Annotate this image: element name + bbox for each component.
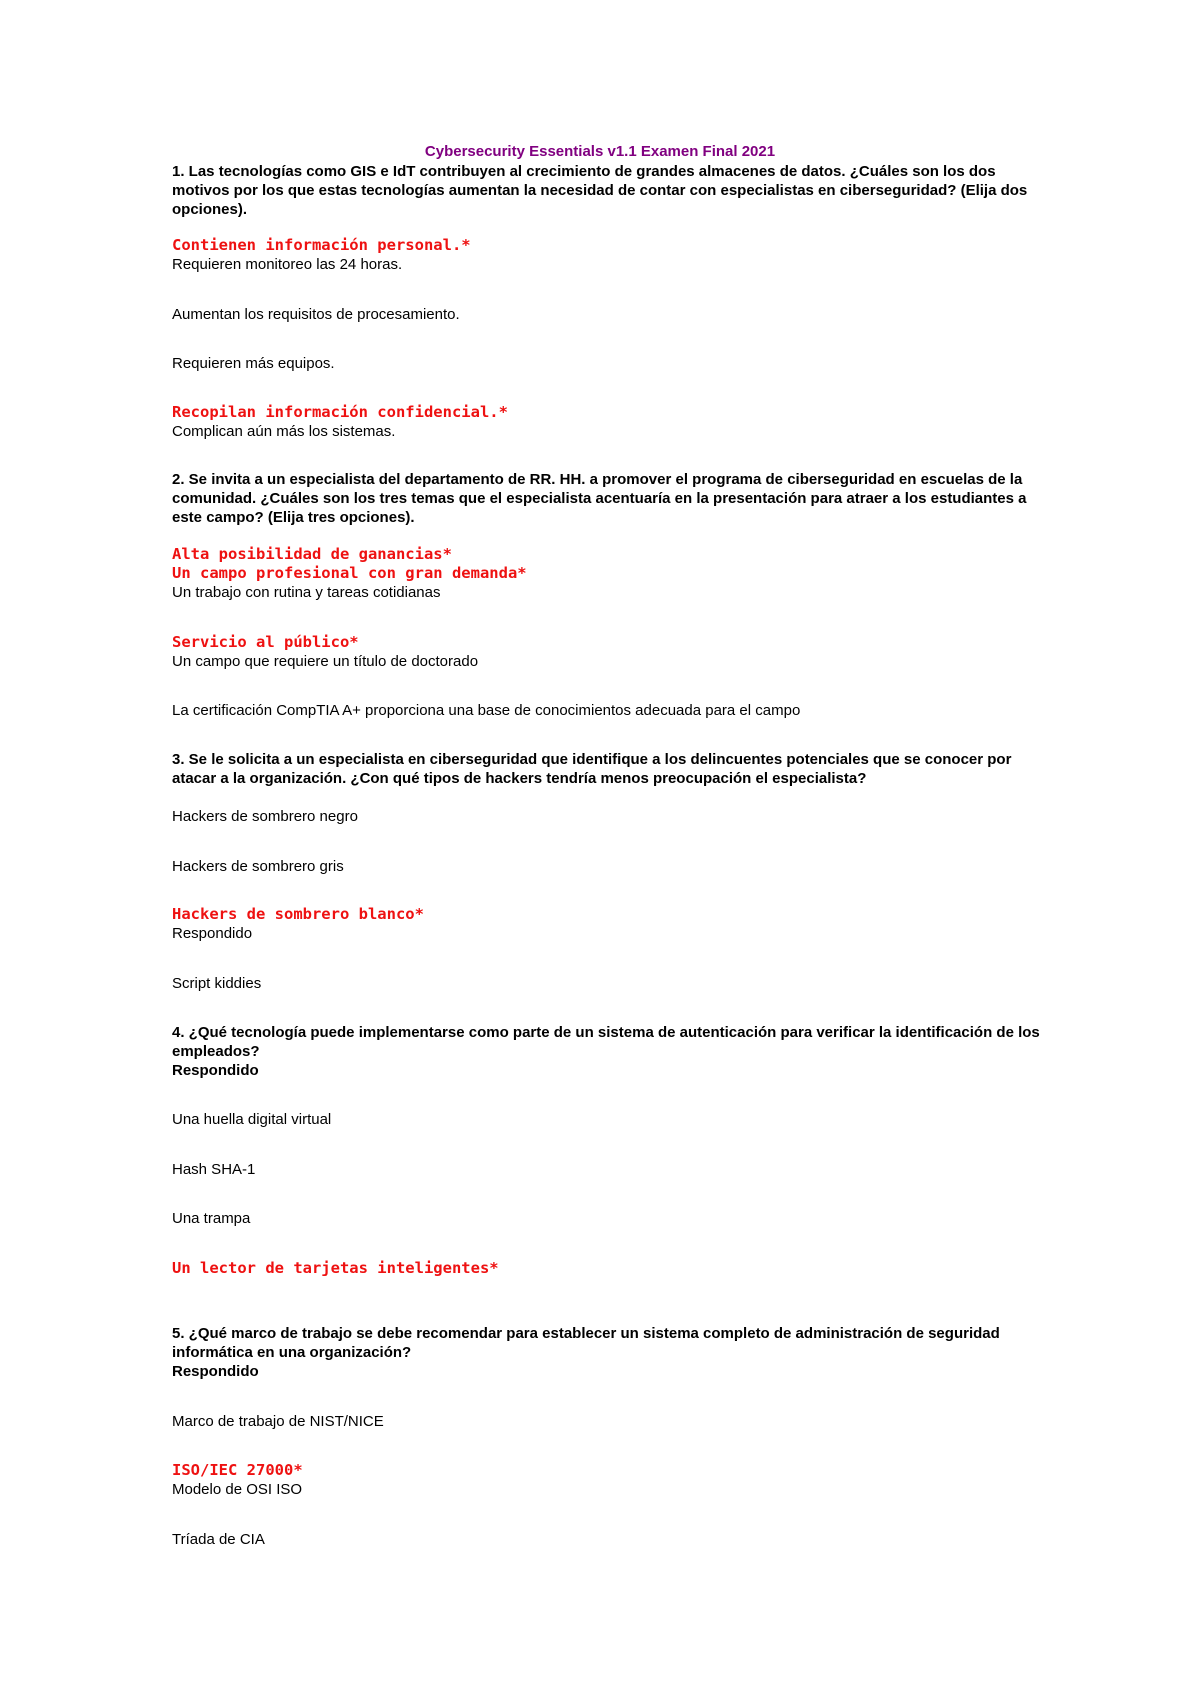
question-5-text: 5. ¿Qué marco de trabajo se debe recomendar para establecer un sistema completo de administración de seguridad informática en una organización? bbox=[172, 1325, 1000, 1361]
q4-status: Respondido bbox=[172, 1062, 259, 1079]
q3-option: Hackers de sombrero gris bbox=[172, 858, 344, 875]
q2-option: Un trabajo con rutina y tareas cotidianas bbox=[172, 584, 441, 601]
q5-option: Tríada de CIA bbox=[172, 1531, 265, 1548]
q1-correct-answer: Recopilan información confidencial.* bbox=[172, 403, 508, 421]
q4-option: Hash SHA-1 bbox=[172, 1161, 256, 1178]
q3-option: Script kiddies bbox=[172, 975, 262, 992]
q2-option: La certificación CompTIA A+ proporciona una base de conocimientos adecuada para el campo bbox=[172, 702, 801, 719]
q2-correct-answer: Alta posibilidad de ganancias* bbox=[172, 545, 452, 563]
question-2-text: 2. Se invita a un especialista del departamento de RR. HH. a promover el programa de ciberseguridad en escuelas de la comunidad. ¿Cuáles son los tres temas que el especialista acentuaría en la presentación para atraer a los estudiantes a este campo? (Elija tres opciones). bbox=[172, 471, 1027, 526]
q5-option: Modelo de OSI ISO bbox=[172, 1481, 303, 1498]
q4-correct-answer: Un lector de tarjetas inteligentes* bbox=[172, 1259, 499, 1277]
question-1-text: 1. Las tecnologías como GIS e IdT contribuyen al crecimiento de grandes almacenes de datos. ¿Cuáles son los dos motivos por los que estas tecnologías aumentan la necesidad de contar con especialistas en ciberseguridad? (Elija dos opciones). bbox=[172, 163, 1028, 218]
q3-option: Hackers de sombrero negro bbox=[172, 808, 358, 825]
q4-option: Una trampa bbox=[172, 1210, 251, 1227]
q4-option: Una huella digital virtual bbox=[172, 1111, 332, 1128]
q3-status: Respondido bbox=[172, 925, 253, 942]
q2-correct-answer: Servicio al público* bbox=[172, 633, 359, 651]
q1-option: Requieren monitoreo las 24 horas. bbox=[172, 256, 403, 273]
q1-option: Requieren más equipos. bbox=[172, 355, 335, 372]
q2-option: Un campo que requiere un título de doctorado bbox=[172, 653, 479, 670]
document-title: Cybersecurity Essentials v1.1 Examen Final 2021 bbox=[424, 143, 776, 160]
question-4-text: 4. ¿Qué tecnología puede implementarse como parte de un sistema de autenticación para verificar la identificación de los empleados? bbox=[172, 1024, 1040, 1060]
q1-option: Aumentan los requisitos de procesamiento. bbox=[172, 306, 460, 323]
q1-correct-answer: Contienen información personal.* bbox=[172, 236, 471, 254]
q1-option: Complican aún más los sistemas. bbox=[172, 423, 396, 440]
q5-status: Respondido bbox=[172, 1363, 259, 1380]
q5-correct-answer: ISO/IEC 27000* bbox=[172, 1461, 303, 1479]
q5-option: Marco de trabajo de NIST/NICE bbox=[172, 1413, 384, 1430]
question-3-text: 3. Se le solicita a un especialista en ciberseguridad que identifique a los delincuentes potenciales que se conocer por atacar a la organización. ¿Con qué tipos de hackers tendría menos preocupación el especialista? bbox=[172, 751, 1012, 787]
q3-correct-answer: Hackers de sombrero blanco* bbox=[172, 905, 424, 923]
q2-correct-answer: Un campo profesional con gran demanda* bbox=[172, 564, 527, 582]
